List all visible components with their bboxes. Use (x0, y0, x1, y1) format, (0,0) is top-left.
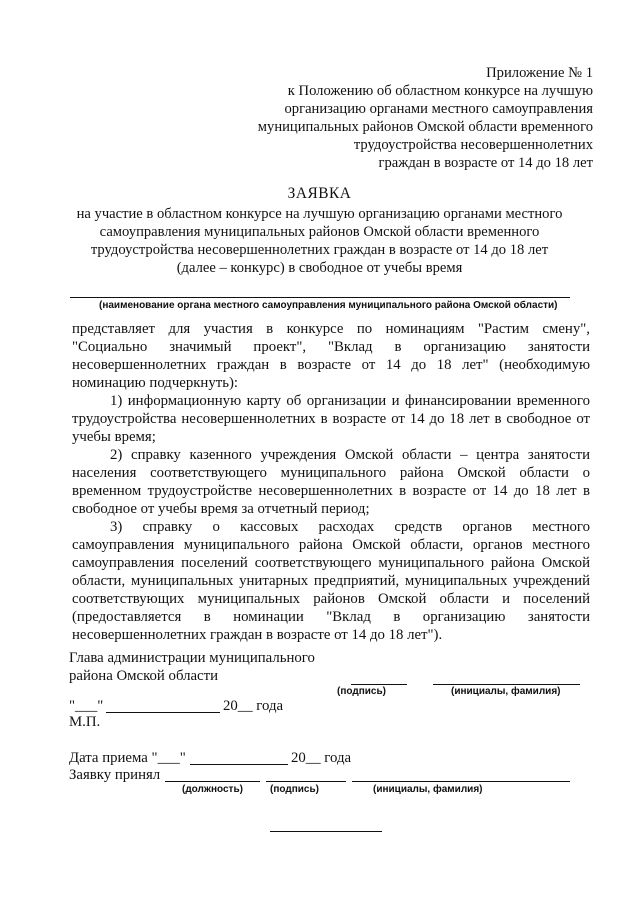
body-line: самоуправления поселений соответствующего муниципального района Омской (72, 555, 590, 571)
body-line: 1) информационную карту об организации и финансировании временного (110, 393, 590, 409)
receipt-date-year: 20__ года (291, 750, 352, 766)
body-line: "Социально значимый проект", "Вклад в организацию занятости (72, 339, 590, 355)
appendix-line: трудоустройства несовершеннолетних (353, 137, 593, 153)
appendix-line: организацию органами местного самоуправления (284, 101, 593, 117)
body-line: соответствующих муниципальных районов Омской области и поселений (72, 591, 590, 607)
closing-rule (270, 831, 382, 832)
head-title-line: района Омской области (69, 668, 219, 684)
org-name-caption: (наименование органа местного самоуправления муниципального района Омской области) (99, 300, 558, 311)
appendix-line: граждан в возрасте от 14 до 18 лет (378, 155, 593, 171)
body-line: несовершеннолетних граждан в возрасте от 14 до 18 лет"). (72, 627, 443, 643)
receipt-signature-line (266, 781, 346, 782)
receipt-initials-caption: (инициалы, фамилия) (373, 784, 483, 795)
date-month-line (106, 712, 220, 713)
subtitle-line: самоуправления муниципальных районов Омской области временного (99, 224, 540, 240)
body-line: области, муниципальных унитарных предприятий, муниципальных учреждений (72, 573, 590, 589)
initials-line (433, 684, 580, 685)
appendix-line: муниципальных районов Омской области временного (257, 119, 593, 135)
subtitle-line: (далее – конкурс) в свободное от учебы время (176, 260, 463, 276)
receipt-accepted-label: Заявку принял (69, 767, 161, 783)
body-line: несовершеннолетних граждан в возрасте от 14 до 18 лет" (необходимую (72, 357, 590, 373)
body-line: свободное от учебы время за отчетный период; (72, 501, 370, 517)
receipt-initials-line (352, 781, 570, 782)
org-name-line (70, 297, 570, 298)
signature-caption: (подпись) (337, 686, 386, 697)
appendix-line: Приложение № 1 (486, 65, 593, 81)
body-line: учебы время; (72, 429, 156, 445)
receipt-signature-caption: (подпись) (270, 784, 319, 795)
subtitle-line: трудоустройства несовершеннолетних граждан в возрасте от 14 до 18 лет (90, 242, 549, 258)
body-line: представляет для участия в конкурсе по номинациям "Растим смену", (72, 321, 590, 337)
appendix-line: к Положению об областном конкурсе на лучшую (287, 83, 593, 99)
receipt-month-line (190, 764, 288, 765)
body-line: номинацию подчеркнуть): (72, 375, 238, 391)
stamp-place: М.П. (69, 714, 101, 730)
body-line: населения соответствующего муниципального района Омской области о (72, 465, 590, 481)
position-caption: (должность) (182, 784, 243, 795)
signature-line (351, 684, 407, 685)
head-title-line: Глава администрации муниципального (69, 650, 315, 666)
body-line: 2) справку казенного учреждения Омской области – центра занятости (110, 447, 590, 463)
subtitle-line: на участие в областном конкурсе на лучшую организацию органами местного (76, 206, 563, 222)
document-title: ЗАЯВКА (287, 185, 352, 202)
initials-caption: (инициалы, фамилия) (451, 686, 561, 697)
body-line: 3) справку о кассовых расходах средств органов местного (110, 519, 590, 535)
receipt-date-label: Дата приема "___" (69, 750, 186, 766)
body-line: самоуправления муниципального района Омской области, органов местного (72, 537, 590, 553)
position-line (165, 781, 260, 782)
body-line: трудоустройства несовершеннолетних в возрасте от 14 до 18 лет в свободное от (72, 411, 590, 427)
body-line: временном трудоустройстве несовершеннолетних в возрасте от 14 до 18 лет в (72, 483, 590, 499)
date-quote-field: "___" (69, 698, 104, 714)
body-line: (предоставляется в номинации "Вклад в организацию занятости (72, 609, 590, 625)
date-year: 20__ года (223, 698, 284, 714)
